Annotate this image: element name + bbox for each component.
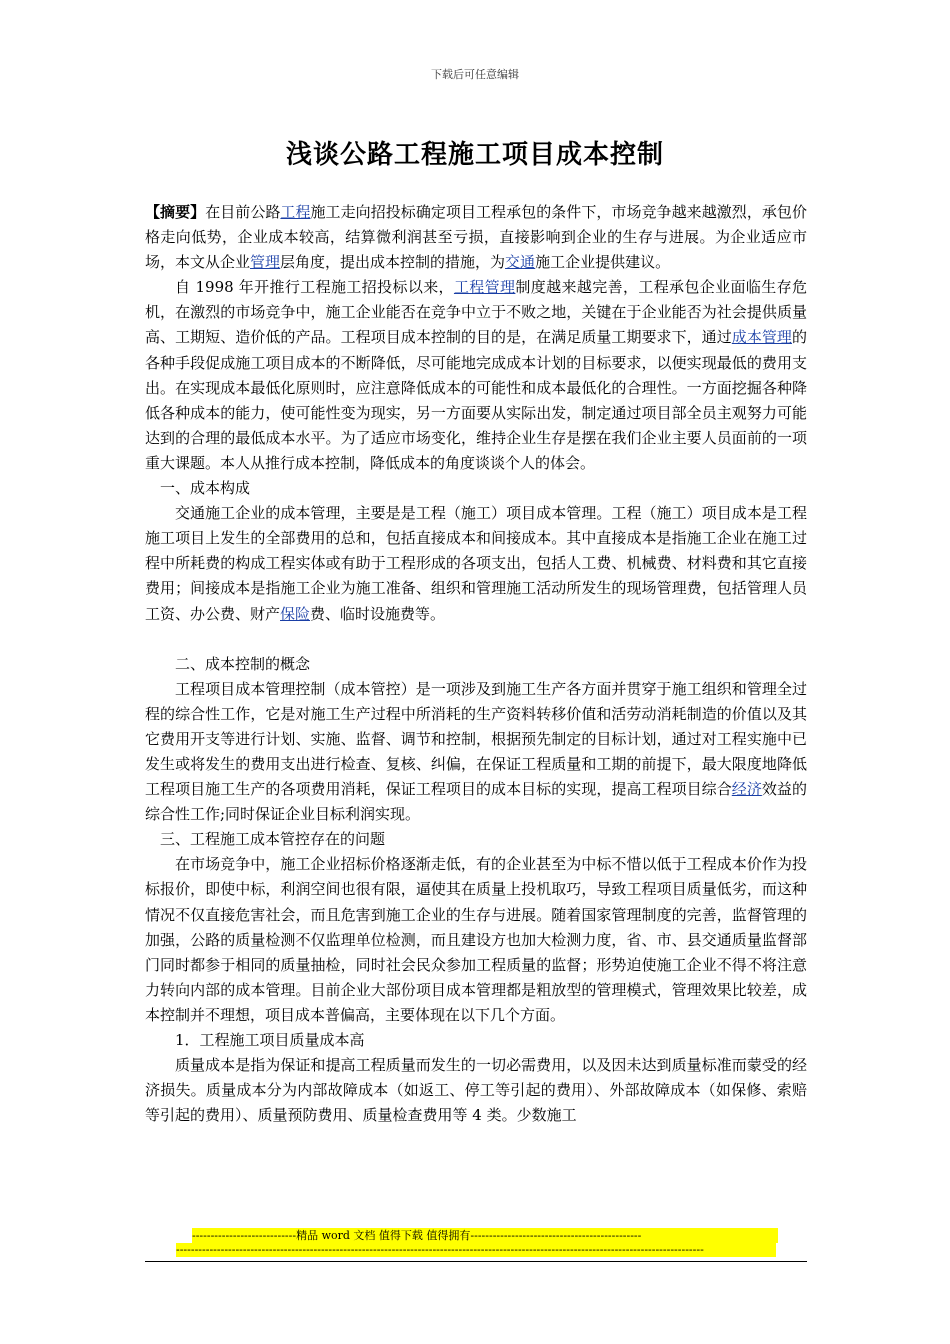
footer-banner: ----------------------------精品 word 文档 值得下载 值得拥有---------------------------------------------- (192, 1228, 778, 1243)
section-3-1-heading: 1．工程施工项目质量成本高 (175, 1031, 365, 1049)
section-1-text: 交通施工企业的成本管理，主要是是工程（施工）项目成本管理。工程（施工）项目成本是工程施工项目上发生的全部费用的总和，包括直接成本和间接成本。其中直接成本是指施工企业在施工过程中所耗费的构成工程实体或有助于工程形成的各项支出，包括人工费、机械费、材料费和其它直接费用；间接成本是指施工企业为施工准备、组织和管理施工活动所发生的现场管理费，包括管理人员工资、办公费、财产 (145, 504, 807, 623)
section-3-heading: 三、工程施工成本管控存在的问题 (160, 830, 386, 849)
section-1-heading: 一、成本构成 (160, 479, 251, 498)
section-2-text: 效益的综合性工作;同时保证企业目标利润实现。 (145, 780, 807, 824)
section-3-1-paragraph: 质量成本是指为保证和提高工程质量而发生的一切必需费用，以及因未达到质量标准而蒙受的经济损失。质量成本分为内部故障成本（如返工、停工等引起的费用）、外部故障成本（如保修、索赔等引起的费用）、质量预防费用、质量检查费用等 4 类。少数施工 (145, 1056, 807, 1125)
link-engineering[interactable]: 工程 (280, 203, 311, 221)
page-footer (145, 1228, 807, 1262)
page-header: 下载后可任意编辑 (431, 68, 519, 81)
intro-text: 的各种手段促成施工项目成本的不断降低，尽可能地完成成本计划的目标要求，以便实现最低的费用支出。在实现成本最低化原则时，应注意降低成本的可能性和成本最低化的合理性。一方面挖掘各种降低各种成本的能力，使可能性变为现实，另一方面要从实际出发，制定通过项目部全员主观努力可能达到的合理的最低成本水平。为了适应市场变化，维持企业生存是摆在我们企业主要人员面前的一项重大课题。本人从推行成本控制，降低成本的角度谈谈个人的体会。 (145, 328, 807, 472)
section-2-heading: 二、成本控制的概念 (175, 654, 311, 673)
section-2-text: 工程项目成本管理控制（成本管控）是一项涉及到施工生产各方面并贯穿于施工组织和管理全过程的综合性工作，它是对施工生产过程中所消耗的生产资料转移价值和活劳动消耗制造的价值以及其它费用开支等进行计划、实施、监督、调节和控制，根据预先制定的目标计划，通过对工程实施中已发生或将发生的费用支出进行检查、复核、纠偏，在保证工程质量和工期的前提下，最大限度地降低工程项目施工生产的各项费用消耗，保证工程项目的成本目标的实现，提高工程项目综合 (145, 679, 807, 799)
section-1-paragraph (145, 501, 807, 626)
intro-text: 制度越来越完善，工程承包企业面临生存危机，在激烈的市场竞争中，施工企业能否在竞争中立于不败之地，关键在于企业能否为社会提供质量高、工期短、造价低的产品。工程项目成本控制的目的是，在满足质量工期要求下，通过 (145, 278, 807, 347)
abstract-text: 施工走向招投标确定项目工程承包的条件下，市场竞争越来越激烈，承包价格走向低势，企业成本较高，结算微利润甚至亏损，直接影响到企业的生存与进展。为企业适应市场，本文从企业 (145, 203, 807, 272)
document-body (145, 200, 807, 1128)
section-2-paragraph (145, 677, 807, 828)
link-management[interactable]: 管理 (250, 253, 281, 272)
footer-dash-line: ---------------------------------------------------------------------------------------------------------------------------------------------- (176, 1243, 776, 1257)
abstract-text: 施工企业提供建议。 (535, 253, 671, 272)
footer-rule (145, 1261, 807, 1262)
link-economy[interactable]: 经济 (731, 780, 762, 799)
abstract-paragraph (145, 200, 807, 275)
intro-paragraph (145, 275, 807, 476)
link-insurance[interactable]: 保险 (280, 604, 311, 623)
section-1-text: 费、临时设施费等。 (310, 604, 446, 623)
link-cost-management[interactable]: 成本管理 (731, 328, 792, 347)
blank-line (145, 627, 807, 652)
link-transport[interactable]: 交通 (505, 253, 536, 272)
section-3-paragraph: 在市场竞争中，施工企业招标价格逐渐走低，有的企业甚至为中标不惜以低于工程成本价作为投标报价，即使中标，利润空间也很有限，逼使其在质量上投机取巧，导致工程项目质量低劣，而这种情况不仅直接危害社会，而且危害到施工企业的生存与进展。随着国家管理制度的完善，监督管理的加强，公路的质量检测不仅监理单位检测，而且建设方也加大检测力度，省、市、县交通质量监督部门同时都参于相同的质量抽检，同时社会民众参加工程质量的监督；形势迫使施工企业不得不将注意力转向内部的成本管理。目前企业大部份项目成本管理都是粗放型的管理模式，管理效果比较差，成本控制并不理想，项目成本普偏高，主要体现在以下几个方面。 (145, 855, 807, 1024)
abstract-text: 在目前公路 (205, 203, 281, 221)
intro-text: 自 1998 年开推行工程施工招投标以来， (175, 278, 454, 297)
abstract-text: 层角度，提出成本控制的措施，为 (280, 253, 506, 272)
document-title: 浅谈公路工程施工项目成本控制 (285, 140, 664, 170)
link-engineering-management[interactable]: 工程管理 (453, 278, 516, 297)
abstract-label: 【摘要】 (145, 203, 206, 221)
